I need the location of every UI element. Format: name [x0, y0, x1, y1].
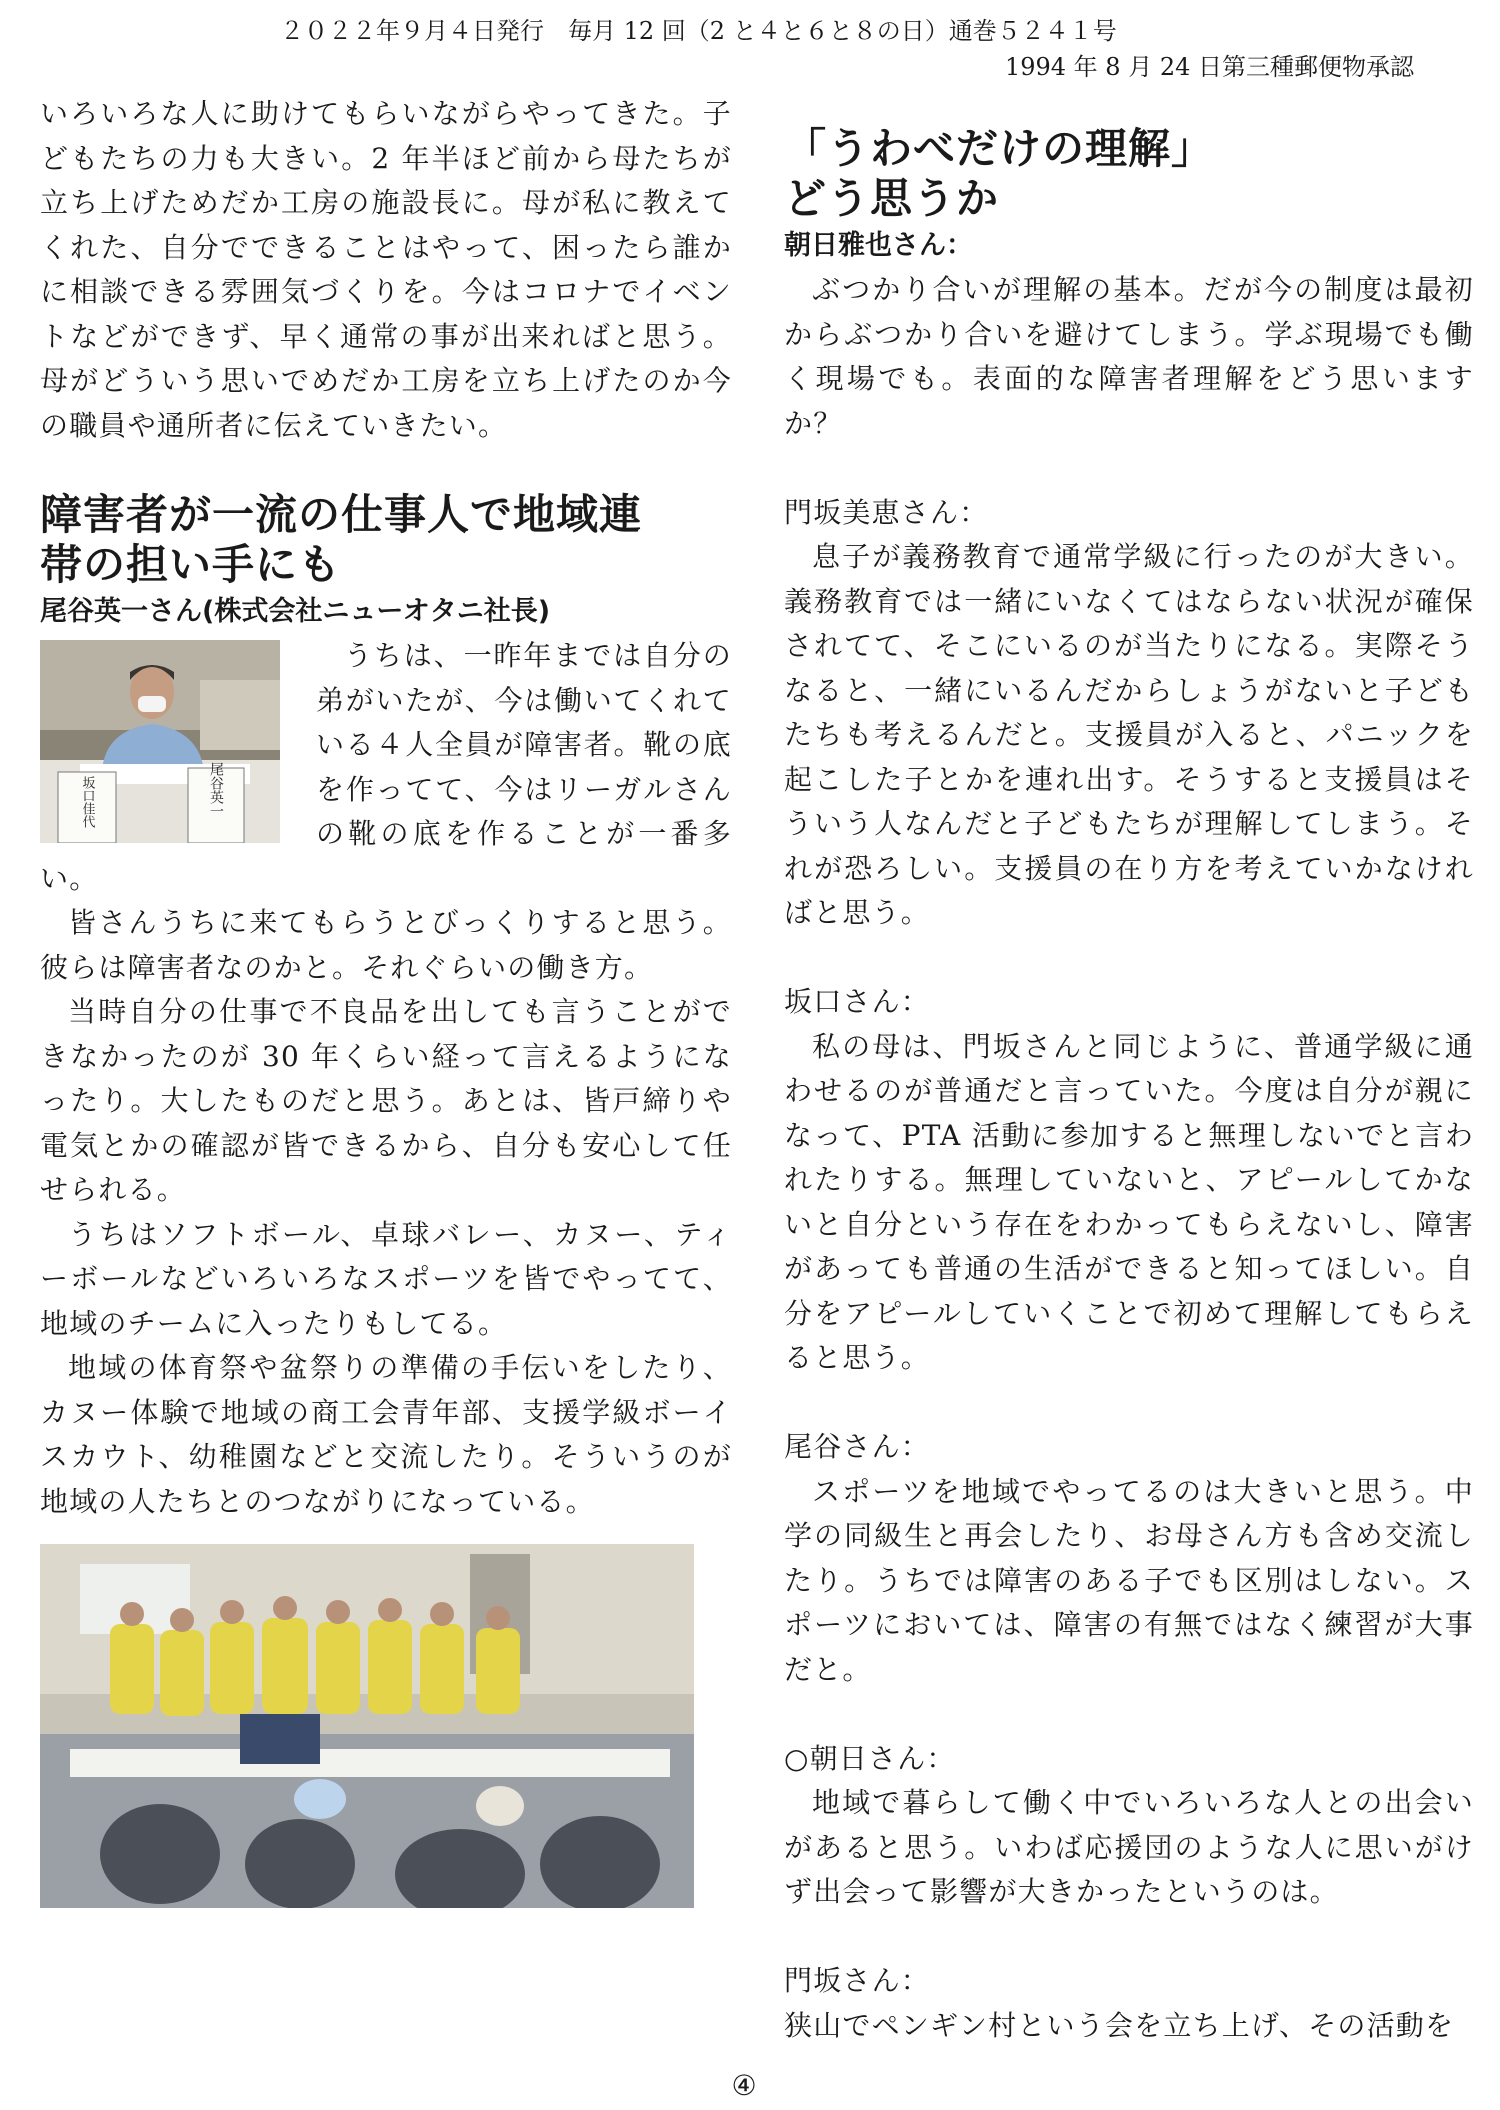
page-number: ④	[731, 2069, 757, 2102]
article-byline: 尾谷英一さん(株式会社ニューオタニ社長)	[40, 596, 551, 627]
speaker-asahi-2: ○朝日さん：	[784, 1741, 956, 1775]
statement-kadosaka: 息子が義務教育で通常学級に行ったのが大きい。義務教育では一緒にいなくてはならない状況が確保されてて、そこにいるのが当たりになる。実際そうなると、一緒にいるんだからしょうがないと子どもたちも考えるんだと。支援員が入ると、パニックを起こした子とかを連れ出す。そうすると支援員はそういう人なんだと子どもたちが理解してしまう。それが恐ろしい。支援員の在り方を考えていかなければと思う。	[784, 540, 1474, 929]
article-heading	[40, 490, 732, 590]
article-heading-line2: 帯の担い手にも	[40, 540, 342, 589]
speaker-asahi: 朝日雅也さん：	[784, 230, 973, 261]
paragraph-1: うちは、一昨年までは自分の弟がいたが、今は働いてくれている４人全員が障害者。靴の底を作ってて、今はリーガルさんの靴の底を作ることが一番多い。	[40, 639, 732, 895]
speaker-otani: 尾谷さん：	[784, 1430, 931, 1463]
group-photo	[40, 1544, 694, 1908]
statement-sakaguchi: 私の母は、門坂さんと同じように、普通学級に通わせるのが普通だと言っていた。今度は自分が親になって、PTA 活動に参加すると無理しないでと言われたりする。無理していないと、アピールしてかないと自分という存在をわかってもらえないし、障害があっても普通の生活ができると知ってほしい。自分をアピールしていくことで初めて理解してもらえると思う。	[784, 1029, 1474, 1374]
discussion-heading-line2: どう思うか	[784, 174, 1000, 223]
discussion-heading-line1: 「うわべだけの理解」	[784, 124, 1215, 173]
intro-paragraph: いろいろな人に助けてもらいながらやってきた。子どもたちの力も大きい。2 年半ほど前から母たちが立ち上げためだか工房の施設長に。母が私に教えてくれた、自分でできることはやって、困ったら誰かに相談できる雰囲気づくりを。今はコロナでイベントなどができず、早く通常の事が出来ればと思う。母がどういう思いでめだか工房を立ち上げたのか今の職員や通所者に伝えていきたい。	[40, 97, 732, 442]
statement-kadosaka-2: 狭山でペンギン村という会を立ち上げ、その活動を	[784, 2008, 1455, 2042]
paragraph-2: 皆さんうちに来てもらうとびっくりすると思う。彼らは障害者なのかと。それぐらいの働き方。	[40, 906, 732, 984]
issue-date-line: ２０２２年９月４日発行 毎月 12 回（2 と４と６と８の日）通巻５２４１号	[280, 17, 1117, 45]
discussion-heading	[784, 124, 1474, 224]
speaker-sakaguchi: 坂口さん：	[784, 985, 931, 1018]
statement-otani: スポーツを地域でやってるのは大きいと思う。中学の同級生と再会したり、お母さん方も含め交流したり。うちでは障害のある子でも区別はしない。スポーツにおいては、障害の有無ではなく練習が大事だと。	[784, 1474, 1474, 1686]
speaker-photo	[40, 640, 280, 843]
statement-asahi: ぶつかり合いが理解の基本。だが今の制度は最初からぶつかり合いを避けてしまう。学ぶ現場でも働く現場でも。表面的な障害者理解をどう思いますか？	[784, 273, 1474, 440]
paragraph-3: 当時自分の仕事で不良品を出しても言うことができなかったのが 30 年くらい経って言えるようになったり。大したものだと思う。あとは、皆戸締りや電気とかの確認が皆できるから、自分も安心して任せられる。	[40, 995, 732, 1206]
statement-asahi-2: 地域で暮らして働く中でいろいろな人との出会いがあると思う。いわば応援団のような人に思いがけず出会って影響が大きかったというのは。	[784, 1786, 1474, 1908]
speaker-kadosaka-2: 門坂さん：	[784, 1964, 931, 1997]
postal-approval-line: 1994 年 8 月 24 日第三種郵便物承認	[1004, 53, 1414, 81]
article-heading-line1: 障害者が一流の仕事人で地域連	[40, 490, 643, 539]
speaker-kadosaka: 門坂美恵さん：	[784, 495, 989, 529]
placard-text-2: 坂口佳代	[79, 776, 95, 828]
left-column	[40, 92, 732, 1908]
right-column	[784, 92, 1474, 2048]
paragraph-4: うちはソフトボール、卓球バレー、カヌー、ティーボールなどいろいろなスポーツを皆でやってて、地域のチームに入ったりもしてる。	[40, 1217, 732, 1340]
placard-text-1: 尾谷英一	[208, 762, 224, 818]
paragraph-5: 地域の体育祭や盆祭りの準備の手伝いをしたり、カヌー体験で地域の商工会青年部、支援学級ボーイスカウト、幼稚園などと交流したり。そういうのが地域の人たちとのつながりになっている。	[40, 1351, 732, 1518]
